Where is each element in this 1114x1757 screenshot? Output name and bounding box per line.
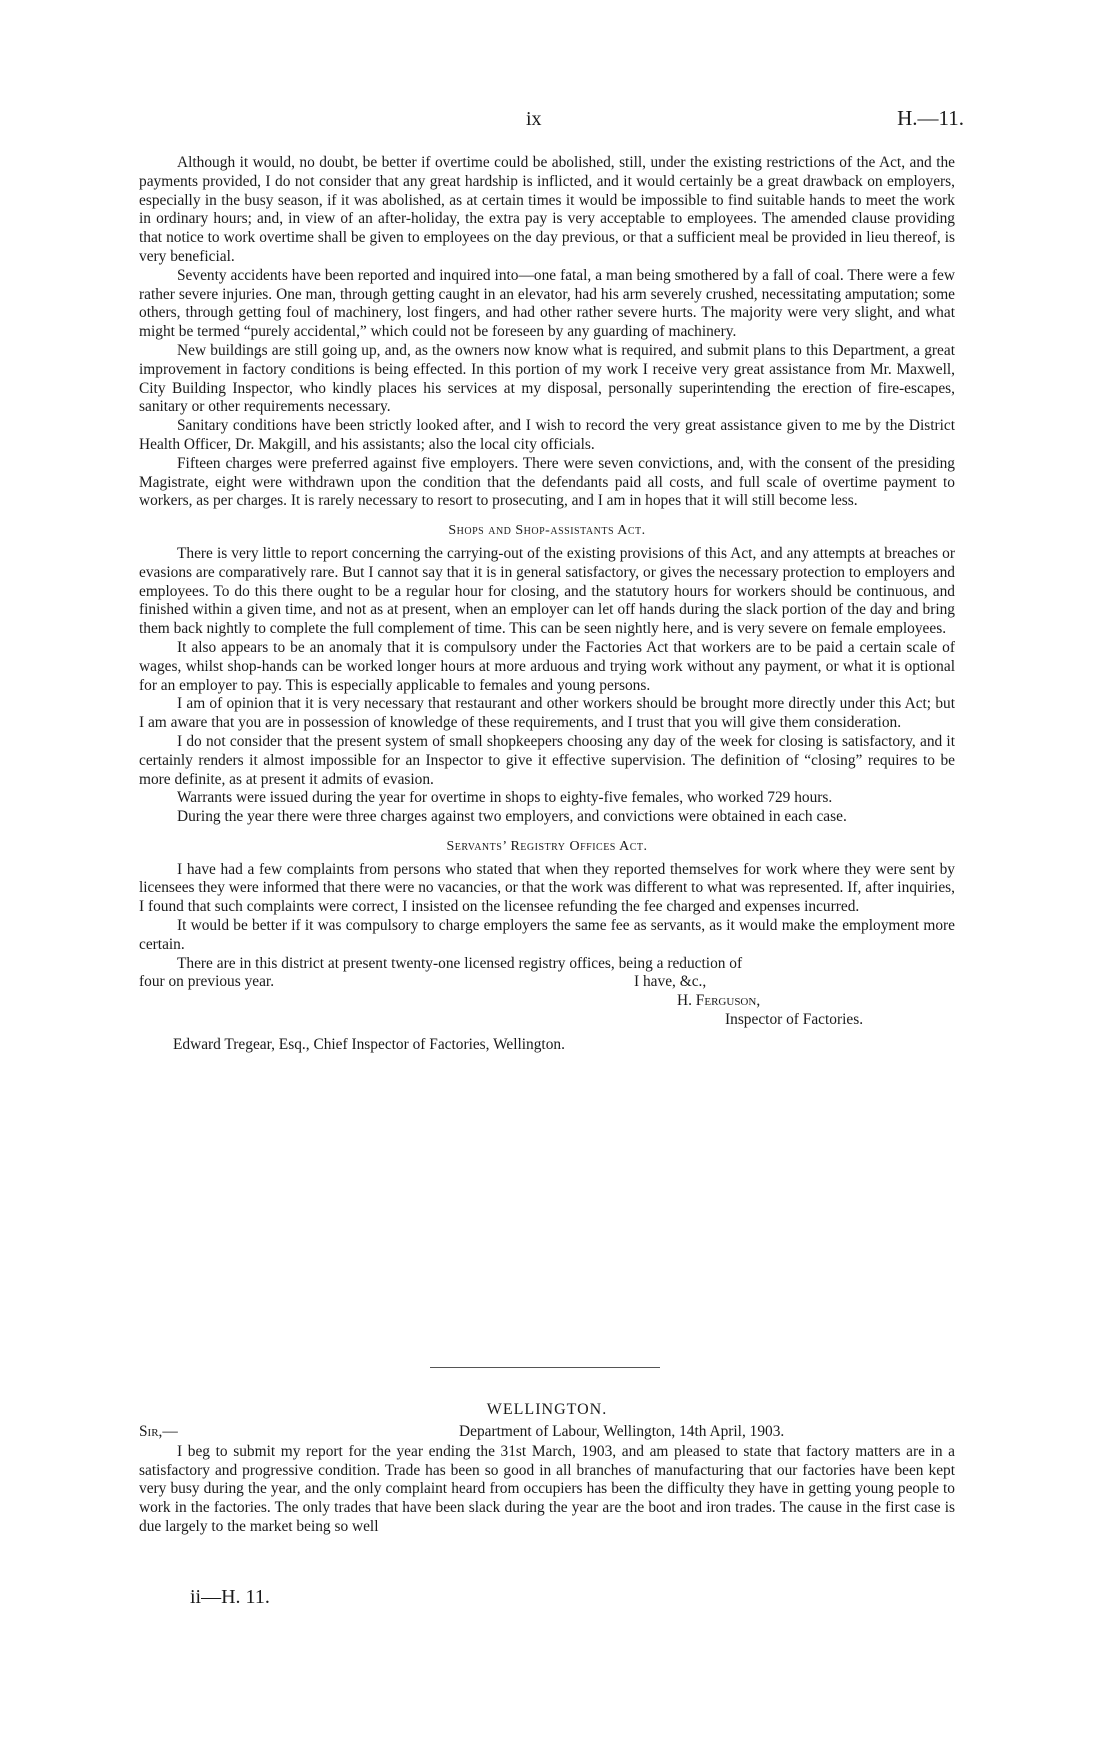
paragraph-accidents: Seventy accidents have been reported and inquired into—one fatal, a man being smothered by a fall of coal. There were a few rather severe injuries. One man, through getting caught in an elevator, had his arm severely crushed, necessitating amputation; some others, through getting foul of machinery, lost fingers, and had other rather severe hurts. The majority were very slight, and what might be termed “purely accidental,” which could not be foreseen by any guarding of machinery. — [139, 266, 955, 341]
paragraph-servants-1: I have had a few complaints from persons who stated that when they reported themselves for work where they were sent by licensees they were informed that there were no vacancies, or that the work was different to what was represented. If, after inquiries, I found that such complaints were correct, I insisted on the licensee refunding the fee charged and expenses incurred. — [139, 860, 955, 916]
signatory-name: H. Ferguson, — [677, 992, 761, 1010]
paragraph-servants-2: It would be better if it was compulsory to charge employers the same fee as servants, as it would make the employment more certain. — [139, 917, 955, 953]
addressee: Edward Tregear, Esq., Chief Inspector of Factories, Wellington. — [173, 1036, 565, 1054]
closing-line: There are in this district at present twenty-one licensed registry offices, being a reduction of — [177, 954, 743, 972]
paragraph-overtime: Although it would, no doubt, be better if overtime could be abolished, still, under the existing restrictions of the Act, and the payments provided, I do not consider that any great hardship is inflicted, and it would certainly be a great drawback on employers, especially in the busy season, if it was abolished, as at certain times it would be impossible to find suitable hands to meet the work in ordinary hours; and, in view of an after-holiday, the extra pay is very acceptable to employees. The amended clause providing that notice to work overtime shall be given to employees on the day previous, or that a sufficient meal be provided in lieu thereof, is very beneficial. — [139, 154, 955, 265]
paragraph-shops-5: Warrants were issued during the year for overtime in shops to eighty-five females, who worked 729 hours. — [177, 789, 833, 807]
paragraph-wellington: I beg to submit my report for the year ending the 31st March, 1903, and am pleased to state that factory matters are in a satisfactory and progressive condition. Trade has been so good in all branches of manufacturing that our factories have been kept very busy during the year, and the only complaint heard from occupiers has been the difficulty they have in getting young people to work in the factories. The only trades that have been slack during the year are the boot and iron trades. The cause in the first case is due largely to the market being so well — [139, 1442, 955, 1535]
servants-heading-text: Servants’ Registry Offices Act. — [446, 838, 648, 854]
paragraph-shops-6: During the year there were three charges against two employers, and convictions were obtained in each case. — [177, 808, 847, 826]
wellington-report — [139, 1401, 955, 1537]
section-divider — [430, 1367, 660, 1368]
closing-line-2 — [139, 973, 955, 992]
report-body — [139, 154, 955, 1055]
paragraph-sanitary: Sanitary conditions have been strictly looked after, and I wish to record the very great assistance given to me by the District Health Officer, Dr. Makgill, and his assistants; also the local city officials. — [139, 417, 955, 453]
paragraph-shops-4: I do not consider that the present system of small shopkeepers choosing any day of the week for closing is satisfactory, and it certainly renders it almost impossible for an Inspector to give it effective supervision. The definition of “closing” requires to be more definite, as at present it admits of evasion. — [139, 732, 955, 788]
paragraph-shops-1: There is very little to report concerning the carrying-out of the existing provisions of this Act, and any attempts at breaches or evasions are comparatively rare. But I cannot say that it is in general satisfactory, or gives the necessary protection to employers and employees. To do this there ought to be a regular hour for closing, and the statutory hours for workers should be continuous, and finished within a given time, and not as at present, when an employer can let off hands during the slack portion of the day and bring them back nightly to complete the full complement of time. This can be seen nightly here, and is very severe on female employees. — [139, 544, 955, 638]
valediction: I have, &c., — [634, 973, 707, 991]
shops-heading-text: Shops and Shop-assistants Act. — [448, 523, 646, 539]
dateline: Department of Labour, Wellington, 14th April, 1903. — [459, 1422, 785, 1440]
section-heading-shops — [139, 522, 955, 541]
signatory-title: Inspector of Factories. — [725, 1011, 864, 1029]
paragraph-shops-3: I am of opinion that it is very necessary that restaurant and other workers should be brought more directly under this Act; but I am aware that you are in possession of knowledge of these requirements, and I trust that you will give them consideration. — [139, 695, 955, 732]
wellington-title: WELLINGTON. — [486, 1401, 608, 1418]
report-reference: H.—11. — [897, 106, 964, 130]
paragraph-buildings: New buildings are still going up, and, as the owners now know what is required, and submit plans to this Department, a great improvement in factory conditions is being effected. In this portion of my work I receive very great assistance from Mr. Maxwell, City Building Inspector, who kindly places his services at my disposal, personally superintending the erection of fire-escapes, sanitary or other requirements necessary. — [139, 341, 955, 416]
page-number: ix — [526, 108, 542, 130]
paragraph-shops-2: It also appears to be an anomaly that it is compulsory under the Factories Act that workers are to be paid a certain scale of wages, whilst shop-hands can be worked longer hours at more arduous and trying work without any payment, or what it is optional for an employer to pay. This is especially applicable to females and young persons. — [139, 638, 955, 694]
signature-mark: ii—H. 11. — [190, 1586, 270, 1608]
closing-line-2-left: four on previous year. — [139, 973, 275, 991]
salutation-line — [139, 1423, 955, 1443]
section-heading-servants — [139, 838, 955, 857]
salutation: Sir,— — [139, 1422, 178, 1440]
paragraph-charges: Fifteen charges were preferred against five employers. There were seven convictions, and, with the consent of the presiding Magistrate, eight were withdrawn upon the condition that the defendants paid all costs, and full scale of overtime payment to workers, as per charges. It is rarely necessary to resort to prosecuting, and I am in hopes that it will still become less. — [139, 454, 955, 510]
